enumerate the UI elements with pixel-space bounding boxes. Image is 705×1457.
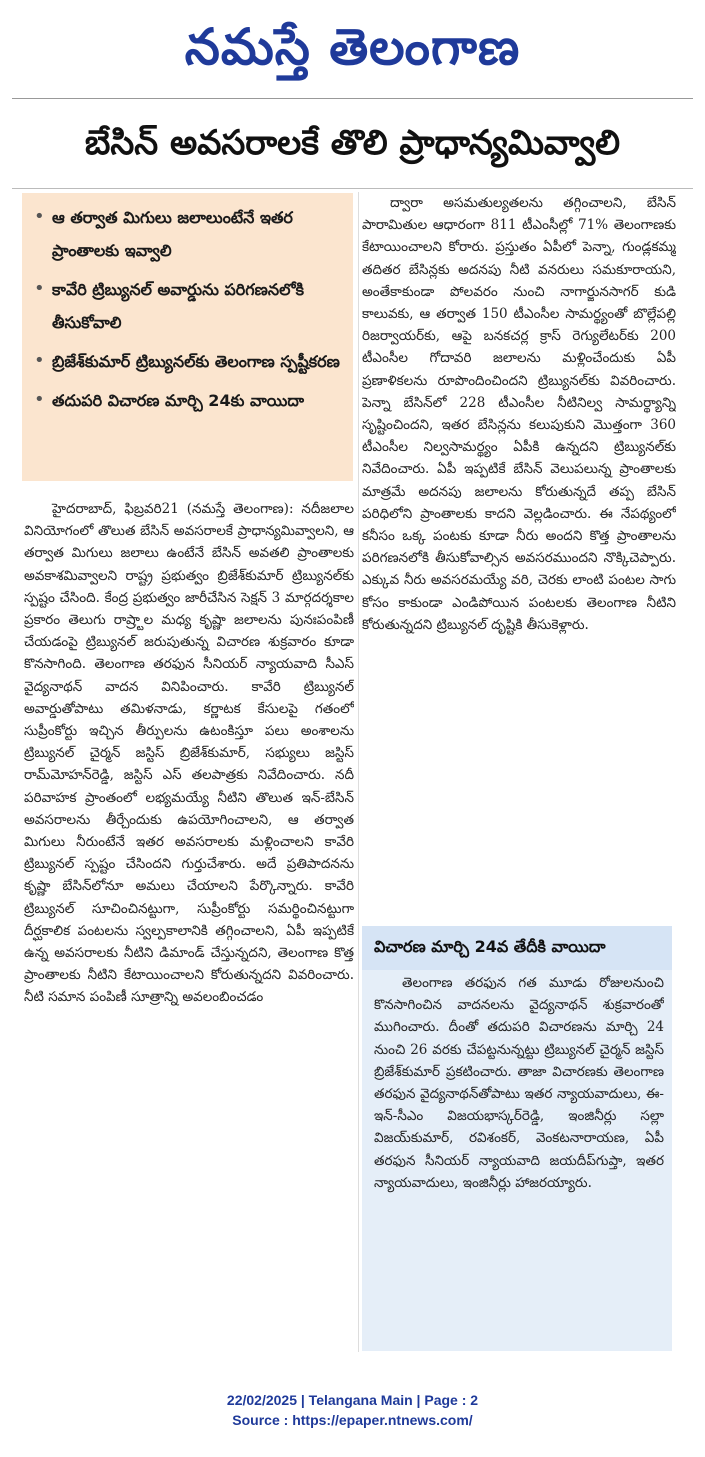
highlight-item	[34, 201, 343, 267]
article-body-right-column	[362, 192, 676, 916]
bullet-icon: •	[34, 389, 45, 410]
body-paragraph: ద్వారా అసమతుల్యతలను తగ్గించాలని, బేసిన్ పారామితుల ఆధారంగా 811 టీఎంసీల్లో 71% తెలంగాణకు కేటాయించాలని కోరారు. ప్రస్తుతం ఏపీలో పెన్నా, గుండ్లకమ్మ తదితర బేసిన్లకు అదనపు నీటి వనరులు సమకూరాయని, అంతేకాకుండా పోలవరం నుంచి నాగార్జునసాగర్ కుడి కాలువకు, ఆ తర్వాత 150 టీఎంసీల సామర్థ్యంతో బొల్లేపల్లి రిజర్వాయర్‌కు, ఆపై బనకచర్ల క్రాస్ రెగ్యులేటర్‌కు 200 టీఎంసీల గోదావరి జలాలను మళ్లించేందుకు ఏపీ ప్రణాళికలను రూపొందించిందని ట్రిబ్యునల్‌కు వివరించారు. పెన్నా బేసిన్‌లో 228 టీఎంసీల నీటినిల్వ సామర్థ్యాన్ని సృష్టించిందని, ఇతర బేసిన్లను కలుపుకుని మొత్తంగా 360 టీఎంసీల నిల్వసామర్థ్యం ఏపీకి ఉన్నదని ట్రిబ్యునల్‌కు నివేదించారు. ఏపీ ఇప్పటికే బేసిన్ వెలుపలున్న ప్రాంతాలకు మాత్రమే అదనపు జలాలను కోరుతున్నదే తప్ప బేసిన్ పరిధిలోని ప్రాంతాలకు కాదని వెల్లడించారు. ఈ నేపథ్యంలో కనీసం ఒక్క పంటకు కూడా నీరు అందని కొత్త ప్రాంతాలను పరిగణనలోకి తీసుకోవాల్సిన అవసరముందని నొక్కిచెప్పారు. ఎక్కువ నీరు అవసరమయ్యే వరి, చెరకు లాంటి పంటల సాగు కోసం కాకుండా ఎండిపోయిన పంటలకు తెలంగాణ నీటిని కోరుతున్నదని ట్రిబ్యునల్ దృష్టికి తీసుకెళ్లారు.	[362, 195, 676, 633]
subsection-box	[362, 926, 672, 1351]
bullet-icon: •	[34, 206, 45, 227]
article-headline: బేసిన్ అవసరాలకే తొలి ప్రాధాన్యమివ్వాలి	[84, 123, 621, 163]
subsection-heading: విచారణ మార్చి 24వ తేదీకి వాయిదా	[362, 926, 672, 970]
bullet-icon: •	[34, 350, 45, 371]
highlight-item	[34, 345, 343, 378]
highlight-text: బ్రిజేశ్‌కుమార్ ట్రిబ్యునల్‌కు తెలంగాణ స్పష్టీకరణ	[52, 352, 340, 371]
highlight-text: తదుపరి విచారణ మార్చి 24కు వాయిదా	[52, 391, 305, 410]
bullet-icon: •	[34, 278, 45, 299]
body-paragraph: తెలంగాణ తరఫున గత మూడు రోజులనుంచి కొనసాగించిన వాదనలను వైద్యనాథన్ శుక్రవారంతో ముగించారు. దీంతో తదుపరి విచారణను మార్చి 24 నుంచి 26 వరకు చేపట్టనున్నట్టు ట్రిబ్యునల్ చైర్మన్ జస్టిస్ బ్రిజేశ్‌కుమార్ ప్రకటించారు. తాజా విచారణకు తెలంగాణ తరఫున వైద్యనాథన్‌తోపాటు ఇతర న్యాయవాదులు, ఈ-ఇన్-సీఎం విజయభాస్కర్‌రెడ్డి, ఇంజినీర్లు సల్లా విజయ్‌కుమార్, రవిశంకర్, వెంకటనారాయణ, ఏపీ తరఫున సీనియర్ న్యాయవాది జయదీప్‌గుప్తా, ఇతర న్యాయవాదులు, ఇంజినీర్లు హాజరయ్యారు.	[374, 975, 664, 1191]
column-divider	[358, 192, 359, 1352]
body-paragraph: హైదరాబాద్, ఫిబ్రవరి21 (నమస్తే తెలంగాణ): నదీజలాల వినియోగంలో తొలుత బేసిన్ అవసరాలకే ప్రాధాన్యమివ్వాలని, ఆ తర్వాత మిగులు జలాలు ఉంటేనే బేసిన్ అవతలి ప్రాంతాలకు అవకాశమివ్వాలని రాష్ట్ర ప్రభుత్వం బ్రిజేశ్‌కుమార్ ట్రిబ్యునల్‌కు స్పష్టం చేసింది. కేంద్ర ప్రభుత్వం జారీచేసిన సెక్షన్ 3 మార్గదర్శకాల ప్రకారం తెలుగు రాష్ర్టాల మధ్య కృష్ణా జలాలను పునఃపంపిణీ చేయడంపై ట్రిబ్యునల్ జరుపుతున్న విచారణ శుక్రవారం కూడా కొనసాగింది. తెలంగాణ తరఫున సీనియర్ న్యాయవాది సీఎస్ వైద్యనాథన్ వాదన వినిపించారు. కావేరి ట్రిబ్యునల్ అవార్డుతోపాటు తమిళనాడు, కర్ణాటక కేసులపై గతంలో సుప్రీంకోర్టు ఇచ్చిన తీర్పులను ఉటంకిస్తూ పలు అంశాలను ట్రిబ్యునల్ చైర్మన్ జస్టిస్ బ్రిజేశ్‌కుమార్, సభ్యులు జస్టిస్ రామ్‌మోహన్‌రెడ్డి, జస్టిస్ ఎస్ తలపాత్రకు నివేదించారు. నదీ పరివాహక ప్రాంతంలో లభ్యమయ్యే నీటిని తొలుత ఇన్-బేసిన్ అవసరాలను తీర్చేందుకు ఉపయోగించాలని, ఆ తర్వాత మిగులు నీరుంటేనే ఇతర అవసరాలకు మళ్లించాలని కావేరి ట్రిబ్యునల్ స్పష్టం చేసిందని గుర్తుచేశారు. అదే ప్రతిపాదనను కృష్ణా బేసిన్‌లోనూ అమలు చేయాలని పేర్కొన్నారు. కావేరి ట్రిబ్యునల్ సూచించినట్టుగా, సుప్రీంకోర్టు సమర్థించినట్టుగా దీర్ఘకాలిక పంటలను స్వల్పకాలానికి తగ్గించాలని, ఏపీ ఇప్పటికే ఉన్న అవసరాలకు నీటిని డిమాండ్ చేస్తున్నదని, తెలంగాణ కొత్త ప్రాంతాలకు నీటిని కేటాయించాలని కోరుతున్నదని వివరించారు. నీటి సమాన పంపిణీ సూత్రాన్ని అవలంబించడం	[24, 501, 354, 1006]
article-body-left-column	[24, 498, 354, 1366]
page-footer	[0, 1390, 705, 1430]
highlight-item	[34, 273, 343, 339]
masthead	[0, 8, 705, 86]
subsection-body	[374, 972, 664, 1342]
highlights-box	[22, 193, 353, 481]
masthead-divider	[12, 98, 693, 99]
footer-source-link[interactable]: Source : https://epaper.ntnews.com/	[232, 1412, 473, 1428]
highlight-text: ఆ తర్వాత మిగులు జలాలుంటేనే ఇతర ప్రాంతాలకు ఇవ్వాలి	[52, 208, 293, 260]
footer-date-line: 22/02/2025 | Telangana Main | Page : 2	[226, 1392, 479, 1408]
highlight-text: కావేరి ట్రిబ్యునల్ అవార్డును పరిగణనలోకి తీసుకోవాలి	[52, 280, 304, 332]
headline-divider	[12, 188, 693, 189]
newspaper-logo: నమస్తే తెలంగాణ	[184, 18, 521, 76]
highlight-item	[34, 384, 343, 417]
